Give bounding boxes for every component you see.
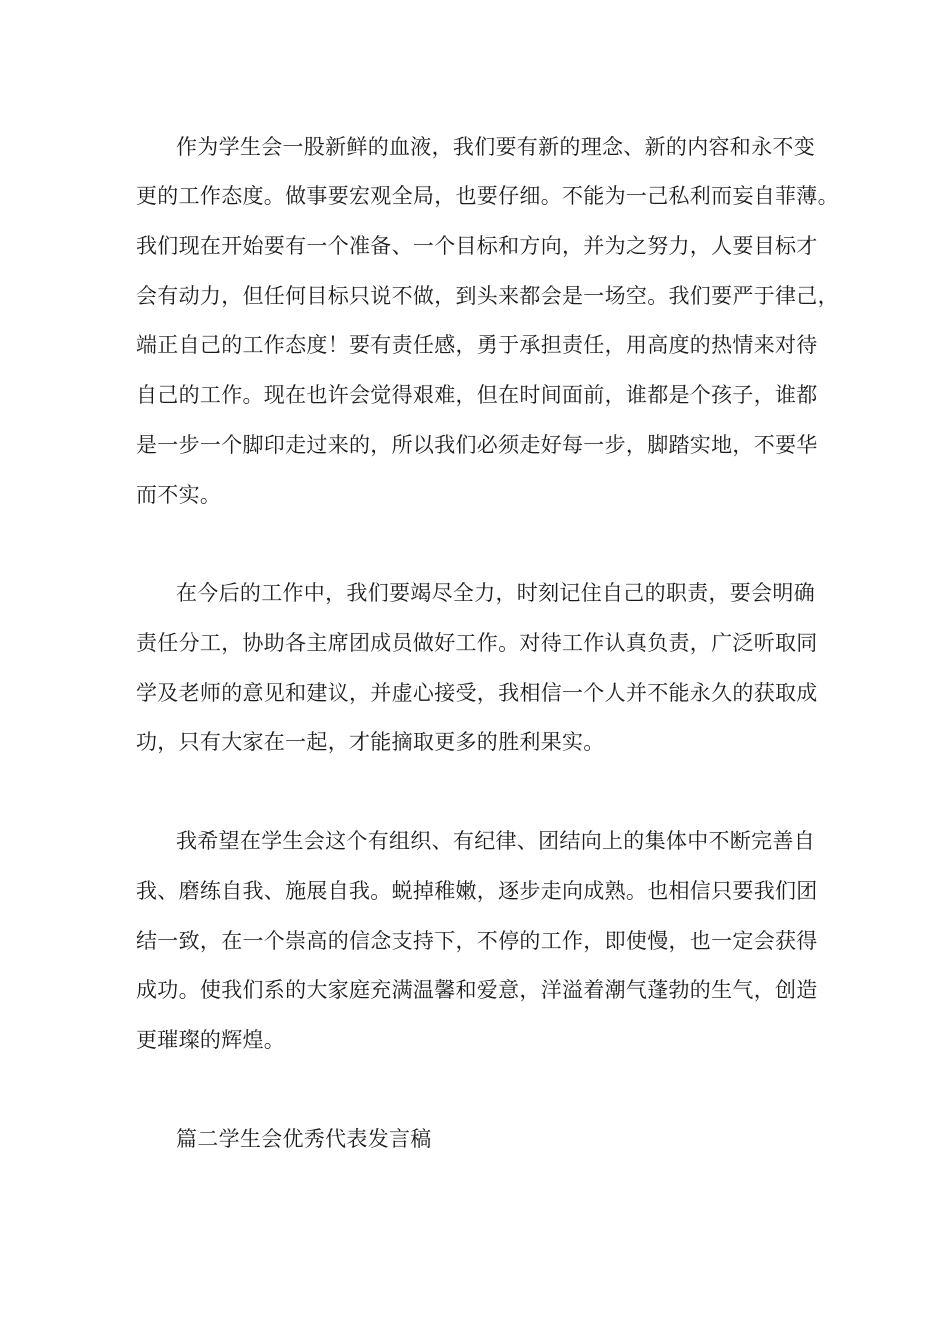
paragraph-3-line-5: 更璀璨的辉煌。: [136, 1028, 286, 1052]
paragraph-3-line-2: 我、磨练自我、施展自我。蜕掉稚嫩，逐步走向成熟。也相信只要我们团: [136, 879, 818, 903]
paragraph-1-line-2: 更的工作态度。做事要宏观全局，也要仔细。不能为一己私利而妄自菲薄。: [136, 184, 839, 208]
paragraph-3-line-1: 我希望在学生会这个有组织、有纪律、团结向上的集体中不断完善自: [176, 829, 815, 853]
paragraph-1-line-8: 而不实。: [136, 483, 222, 507]
paragraph-3-line-3: 结一致，在一个崇高的信念支持下，不停的工作，即使慢，也一定会获得: [136, 929, 818, 953]
paragraph-1-line-7: 是一步一个脚印走过来的，所以我们必须走好每一步，脚踏实地，不要华: [136, 433, 818, 457]
paragraph-1-line-1: 作为学生会一股新鲜的血液，我们要有新的理念、新的内容和永不变: [176, 135, 815, 159]
paragraph-1-line-4: 会有动力，但任何目标只说不做，到头来都会是一场空。我们要严于律己，: [136, 284, 839, 308]
paragraph-2-line-1: 在今后的工作中，我们要竭尽全力，时刻记住自己的职责，要会明确: [176, 581, 815, 605]
paragraph-2-line-2: 责任分工，协助各主席团成员做好工作。对待工作认真负责，广泛听取同: [136, 631, 818, 655]
paragraph-1-line-6: 自己的工作。现在也许会觉得艰难，但在时间面前，谁都是个孩子，谁都: [136, 383, 818, 407]
section-heading: 篇二学生会优秀代表发言稿: [176, 1127, 432, 1151]
paragraph-1-line-3: 我们现在开始要有一个准备、一个目标和方向，并为之努力，人要目标才: [136, 234, 818, 258]
paragraph-2-line-3: 学及老师的意见和建议，并虚心接受，我相信一个人并不能永久的获取成: [136, 681, 818, 705]
paragraph-1-line-5: 端正自己的工作态度！要有责任感，勇于承担责任，用高度的热情来对待: [136, 333, 818, 357]
paragraph-2-line-4: 功，只有大家在一起，才能摘取更多的胜利果实。: [136, 730, 605, 754]
paragraph-3-line-4: 成功。使我们系的大家庭充满温馨和爱意，洋溢着潮气蓬勃的生气，创造: [136, 978, 818, 1002]
